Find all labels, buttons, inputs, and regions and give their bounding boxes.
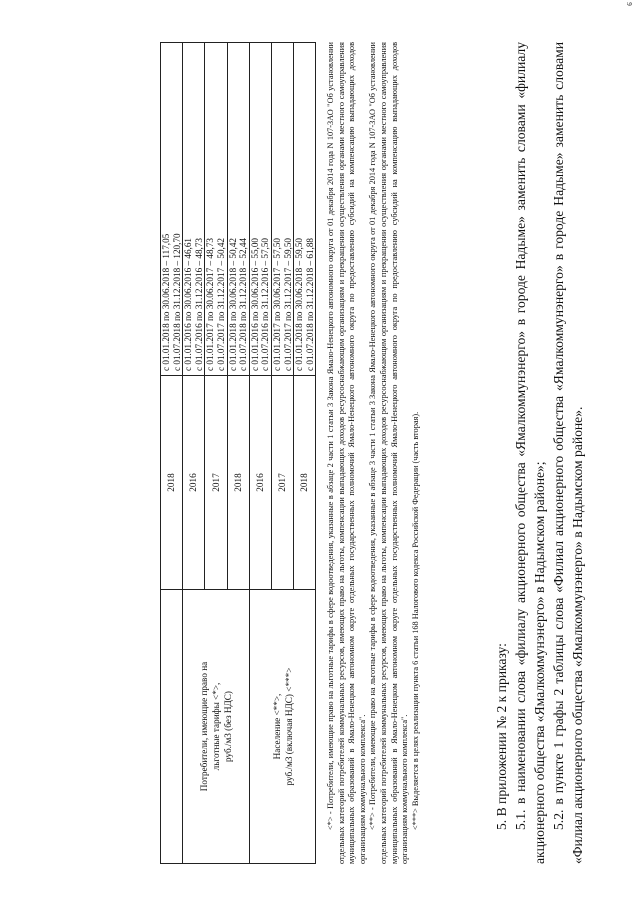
year-cell: 2016 [249, 376, 271, 590]
category-line: руб./м3 (включая НДС) <***> [283, 667, 294, 786]
value-line: с 01.01.2018 по 30.06.2018 – 117,05 [161, 233, 171, 371]
values-cell [183, 43, 205, 376]
footnote: <*> - Потребители, имеющие право на льготные тарифы в сфере водоотведения, указанные в абзаце 2 части 1 статьи 3 Закона Ямало-Ненецкого автономного округа от 01 декабря 2014 года N 107-ЗАО "Об установлении отдельных категорий потребителей коммунальных ресурсов, имеющих право на льготы, компенсации выпадающих доходов ресурсоснабжающим организациям и прекращении осуществления органами местного самоуправления муниципальных образований в Ямало-Ненецком автономном округе отдельных государственных полномочий Ямало-Ненецкого автономного округа по предоставлению субсидий на компенсацию выпадающих доходов организациям коммунального комплекса". [326, 42, 367, 864]
value-line: с 01.01.2016 по 30.06.2016 – 46,61 [183, 237, 194, 371]
year-cell: 2018 [161, 376, 183, 590]
values-cell [227, 43, 249, 376]
paragraph: 5.1. в наименовании слова «филиалу акционерного общества «Ямалкоммунэнерго» в городе Надыме» заменить словами «филиалу акционерного общества «Ямалкоммунэнерго» в Надымском районе»; [513, 42, 547, 864]
value-line: с 01.01.2018 по 30.06.2018 – 59,50 [294, 237, 305, 371]
value-line: с 01.07.2018 по 31.12.2018 – 61,88 [304, 237, 315, 371]
category-line: руб./м3 (без НДС) [222, 691, 233, 762]
footnotes [326, 42, 421, 864]
amendment-text [492, 42, 587, 864]
category-cell [183, 590, 250, 864]
values-cell [249, 43, 271, 376]
category-cell [161, 590, 183, 864]
value-line: с 01.01.2017 по 30.06.2017 – 48,73 [205, 237, 216, 371]
values-cell [294, 43, 316, 376]
value-line: с 01.07.2018 по 31.12.2018 – 52,44 [238, 237, 249, 371]
paragraph: 5.2. в пункте 1 графы 2 таблицы слова «Филиал акционерного общества «Ямалкоммунэнерго» в городе Надыме» заменить словами «Филиал акционерного общества «Ямалкоммунэнерго» в Надымском районе». [551, 42, 585, 864]
category-line: Потребители, имеющие право на [198, 661, 209, 792]
year-cell: 2018 [227, 376, 249, 590]
footnote: <***> Выделяется в целях реализации пункта 6 статьи 168 Налогового кодекса Российской Федерации (часть вторая). [410, 411, 420, 830]
year-cell: 2017 [205, 376, 227, 590]
value-line: с 01.01.2017 по 30.06.2017 – 57,50 [271, 237, 282, 371]
page-number: 9 [624, 2, 633, 6]
value-line: с 01.07.2017 по 31.12.2017 – 50,42 [215, 237, 226, 371]
values-cell [161, 43, 183, 376]
year-cell: 2018 [294, 376, 316, 590]
rotated-content [160, 30, 610, 870]
category-line: Население <**>, [271, 693, 282, 760]
values-cell [205, 43, 227, 376]
table-row [161, 43, 183, 864]
table-row [249, 43, 271, 864]
category-cell [249, 590, 316, 864]
footnote: <**> - Потребители, имеющие право на льготные тарифы в сфере водоотведения, указанные в абзаце 3 части 1 статьи 3 Закона Ямало-Ненецкого автономного округа от 01 декабря 2014 года N 107-ЗАО "Об установлении отдельных категорий потребителей коммунальных ресурсов, имеющих право на льготы, компенсации выпадающих доходов ресурсоснабжающим организациям и прекращении осуществления органами местного самоуправления муниципальных образований в Ямало-Ненецком автономном округе отдельных государственных полномочий Ямало-Ненецкого автономного округа по предоставлению субсидий на компенсацию выпадающих доходов организациям коммунального комплекса". [368, 42, 410, 864]
table-row [183, 43, 205, 864]
value-line: с 01.07.2018 по 31.12.2018 – 120,70 [171, 233, 182, 371]
value-line: с 01.07.2016 по 31.12.2016 – 48,73 [193, 237, 204, 371]
value-line: с 01.07.2017 по 31.12.2017 – 59,50 [282, 237, 293, 371]
value-line: с 01.01.2016 по 30.06.2016 – 55,00 [249, 237, 260, 371]
year-cell: 2016 [183, 376, 205, 590]
tariff-table [160, 42, 316, 864]
values-cell [271, 43, 293, 376]
section-heading: 5. В приложении № 2 к приказу: [494, 643, 509, 830]
category-line: льготные тарифы <*>, [210, 682, 221, 771]
value-line: с 01.01.2018 по 30.06.2018 – 50,42 [227, 237, 238, 371]
year-cell: 2017 [271, 376, 293, 590]
value-line: с 01.07.2016 по 31.12.2016 – 57,50 [260, 237, 271, 371]
